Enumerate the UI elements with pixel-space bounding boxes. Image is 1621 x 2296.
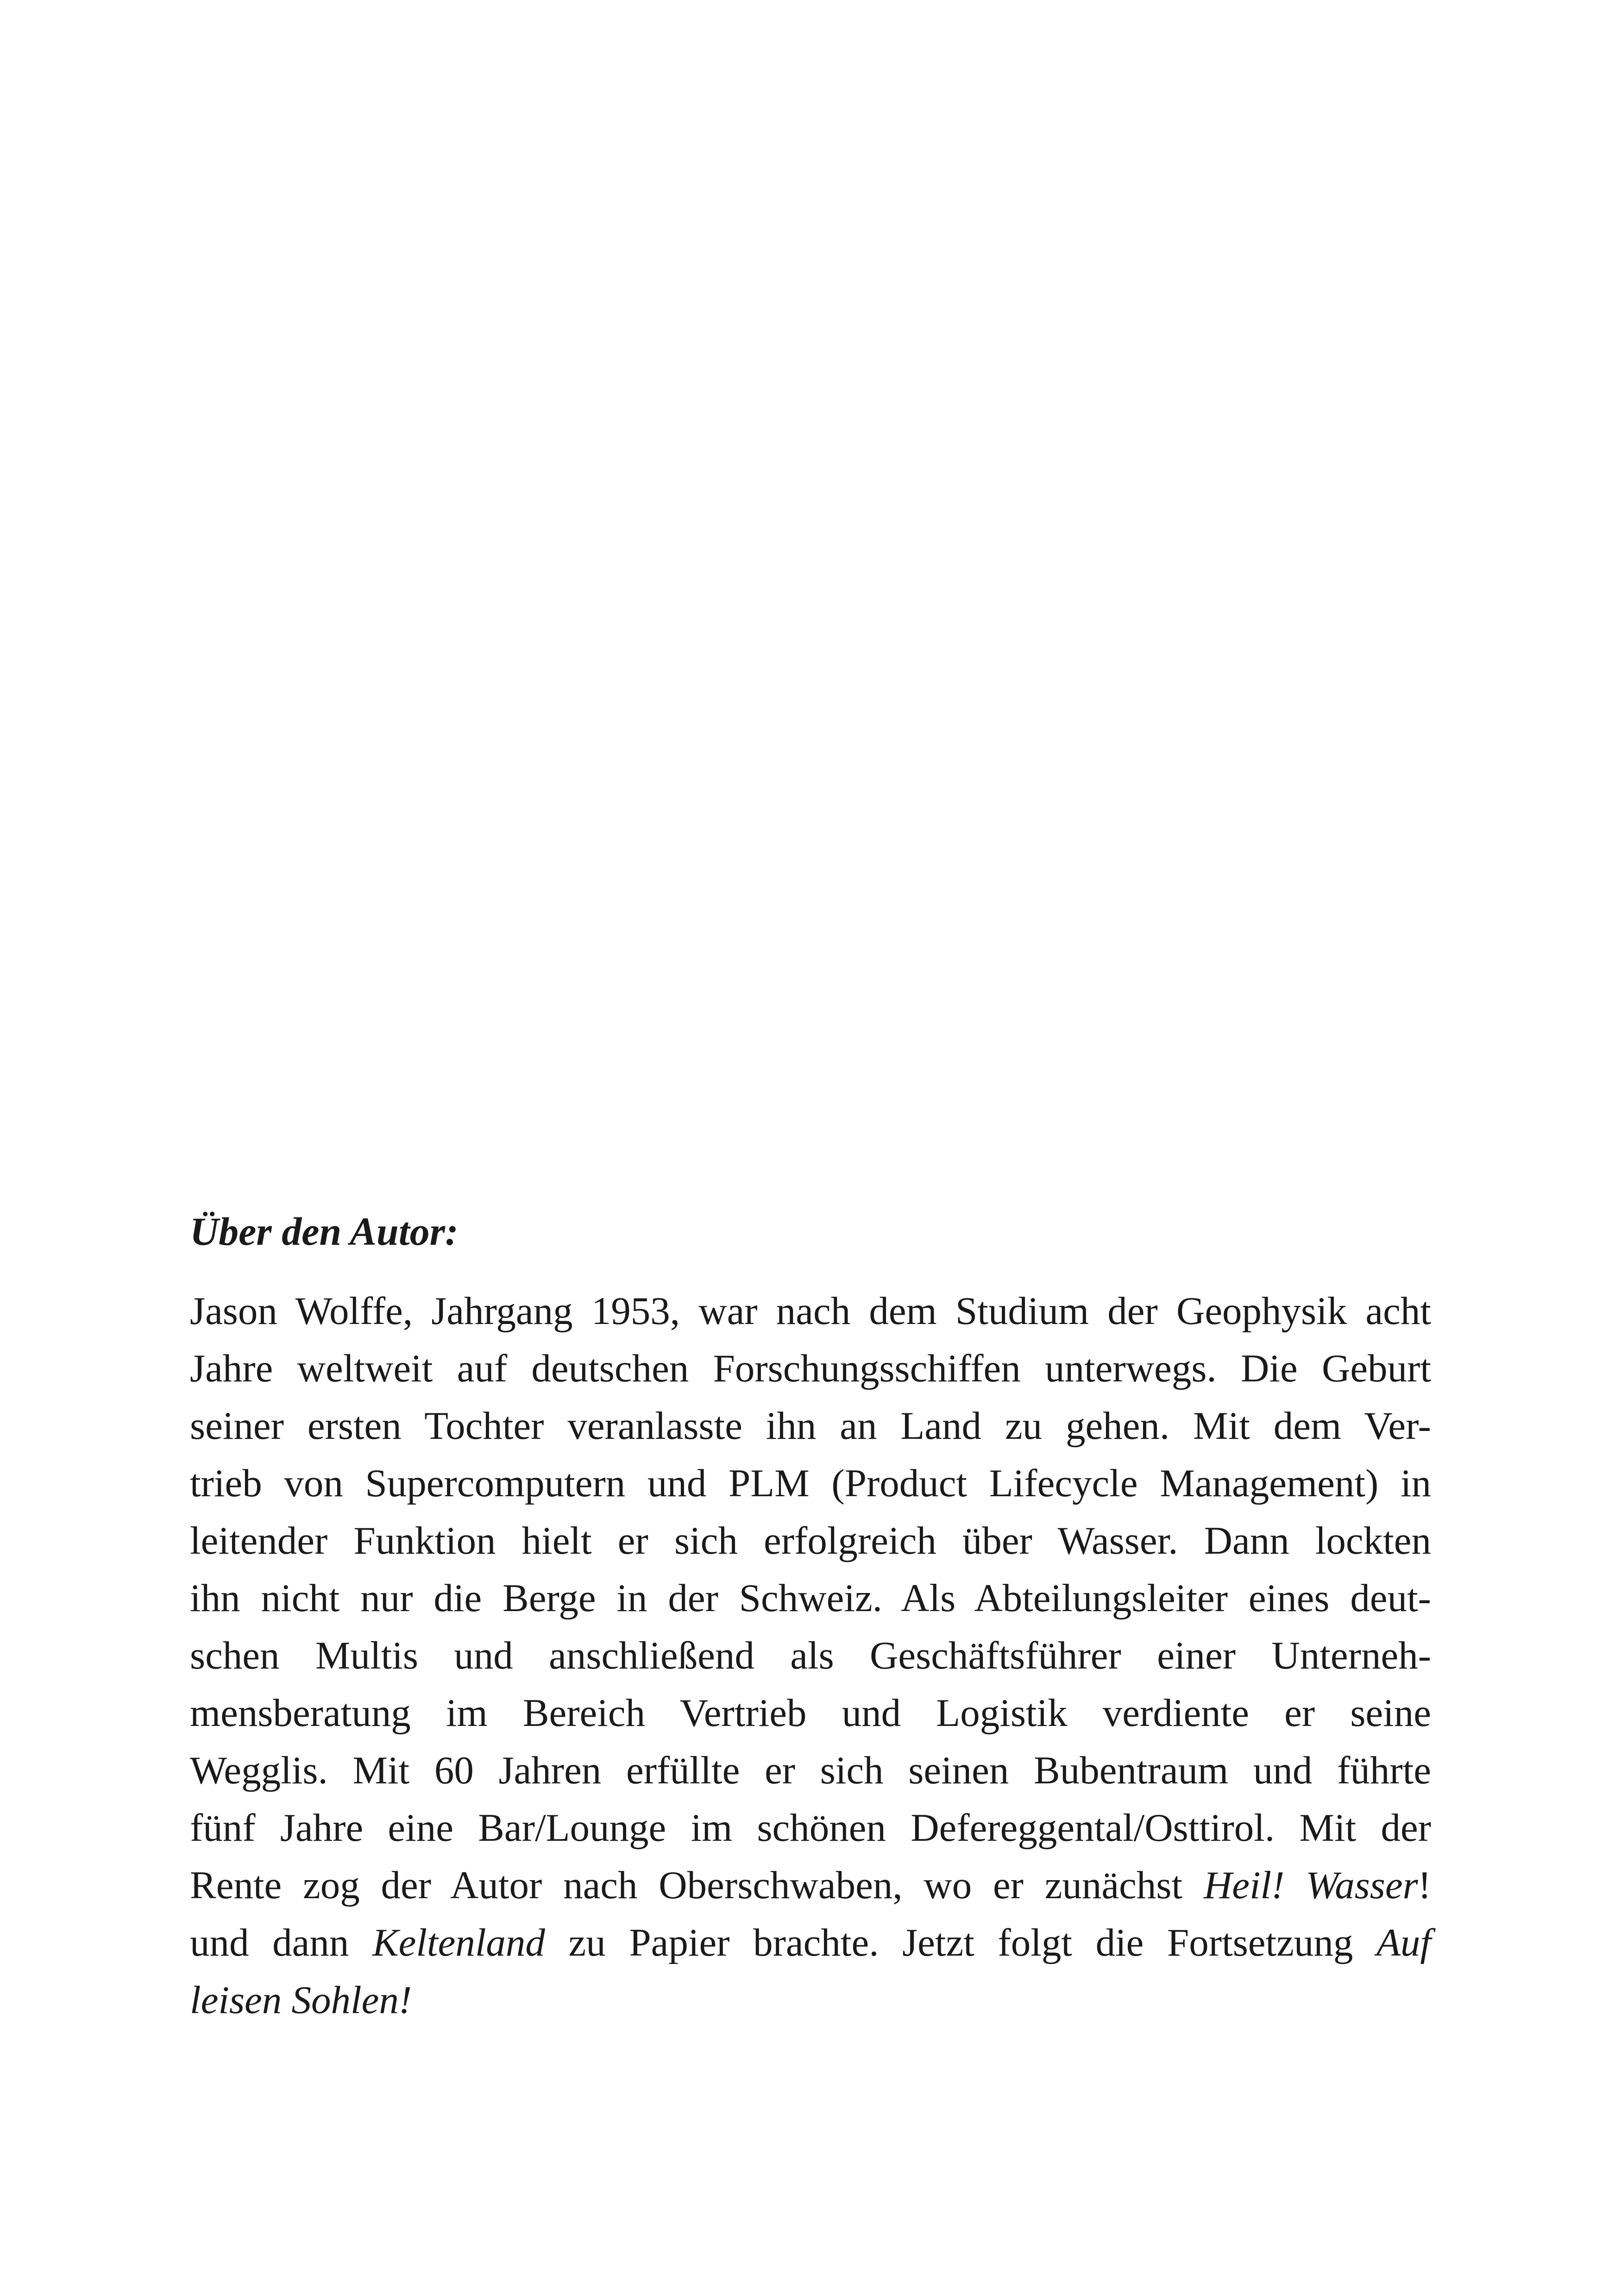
bio-line: leitender Funktion hielt er sich erfolgreich über Wasser. Dann lockten (190, 1518, 1431, 1562)
bio-line: seiner ersten Tochter veranlasste ihn an Land zu gehen. Mit dem Ver- (190, 1404, 1431, 1448)
bio-line: ihn nicht nur die Berge in der Schweiz. Als Abteilungsleiter eines deut- (190, 1576, 1431, 1620)
bio-line: mensberatung im Bereich Vertrieb und Logistik verdiente er seine (190, 1691, 1431, 1735)
book-title-auf-leisen-sohlen-end: leisen Sohlen! (190, 1978, 412, 2022)
bio-line: Jahre weltweit auf deutschen Forschungsschiffen unterwegs. Die Geburt (190, 1346, 1431, 1390)
bio-text-segment: ! (1418, 1863, 1431, 1907)
bio-line (190, 1971, 1431, 2029)
author-biography (190, 1282, 1431, 2029)
bio-line: fünf Jahre eine Bar/Lounge im schönen Defereggental/Osttirol. Mit der (190, 1806, 1431, 1850)
bio-line: trieb von Supercomputern und PLM (Product Lifecycle Management) in (190, 1461, 1431, 1505)
about-author-heading: Über den Autor: (190, 1209, 459, 1254)
bio-line: schen Multis und anschließend als Geschäftsführer einer Unterneh- (190, 1633, 1431, 1677)
bio-line: Jason Wolffe, Jahrgang 1953, war nach dem Studium der Geophysik acht (190, 1289, 1431, 1333)
bio-text-segment: zu Papier brachte. Jetzt folgt die Fortsetzung (545, 1920, 1376, 1964)
bio-line: Wegglis. Mit 60 Jahren erfüllte er sich seinen Bubentraum und führte (190, 1748, 1431, 1792)
book-title-keltenland: Keltenland (372, 1920, 545, 1964)
bio-text-segment: und dann (190, 1920, 372, 1964)
book-title-heil-wasser: Heil! Wasser (1203, 1863, 1418, 1907)
bio-line (190, 1914, 1431, 1971)
bio-text-segment: Rente zog der Autor nach Oberschwaben, wo er zunächst (190, 1863, 1204, 1907)
bio-line (190, 1857, 1431, 1914)
about-author-section (190, 1209, 1431, 2029)
book-title-auf-leisen-sohlen-start: Auf (1376, 1920, 1431, 1964)
